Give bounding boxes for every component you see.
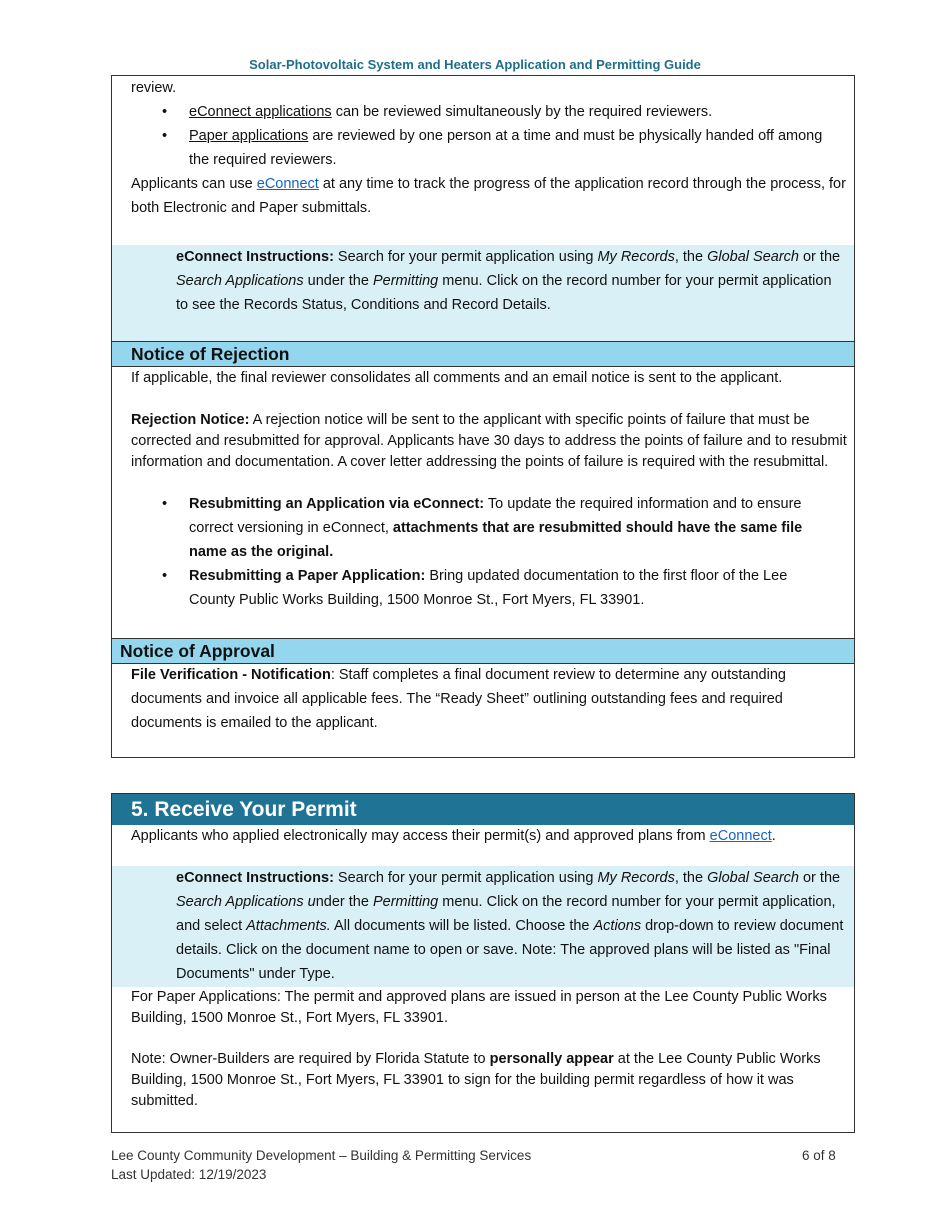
instructions-label: eConnect Instructions: [176, 249, 334, 265]
personally-appear-emphasis: personally appear [489, 1051, 614, 1067]
resubmit-econnect-label: Resubmitting an Application via eConnect: [189, 496, 485, 512]
owner-builder-note: Note: Owner-Builders are required by Florida Statute to personally appear at the Lee County Public Works Building, 1500 Monroe St., Fort Myers, FL 33901 to sign for the building permit regardless of how it was submitted. [131, 1051, 821, 1109]
rejection-notice-paragraph: Rejection Notice: A rejection notice will be sent to the applicant with specific points of failure that must be corrected and resubmitted for approval. Applicants have 30 days to address the points of failure and to resubmit information and documentation. A cover letter addressing the points of failure is required with the resubmittal. [131, 412, 847, 470]
econnect-instructions-text: eConnect Instructions: Search for your permit application using My Records, the Global Search or the Search Applications under the Permitting menu. Click on the record number for your permit application, and select Attachments. All documents will be listed. Choose the Actions drop-down to review document details. Click on the document name to open or save. Note: The approved plans will be listed as "Final Documents" under Type. [176, 870, 844, 982]
econnect-applications-term: eConnect applications [189, 104, 332, 120]
page-number: 6 of 8 [802, 1148, 836, 1163]
list-item: • Resubmitting a Paper Application: Bring updated documentation to the first floor of the Lee County Public Works Building, 1500 Monroe St., Fort Myers, FL 33901. [112, 564, 832, 612]
econnect-instructions-panel [112, 866, 854, 987]
bullet-icon: • [162, 496, 168, 512]
bullet-icon: • [162, 128, 168, 144]
resubmit-paper-label: Resubmitting a Paper Application: [189, 568, 426, 584]
econnect-instructions-text: eConnect Instructions: Search for your permit application using My Records, the Global Search or the Search Applications under the Permitting menu. Click on the record number for your permit application to see the Records Status, Conditions and Record Details. [176, 249, 841, 313]
list-item [112, 100, 832, 124]
document-header-title: Solar-Photovoltaic System and Heaters Application and Permitting Guide [249, 57, 701, 72]
bullet-text: can be reviewed simultaneously by the required reviewers. [331, 104, 713, 120]
review-lead-text: review. [131, 80, 177, 96]
footer-organization: Lee County Community Development – Building & Permitting Services [111, 1148, 532, 1163]
bullet-text: are reviewed by one person at a time and must be physically handed off among the required reviewers. [189, 128, 823, 168]
paper-applications-term: Paper applications [189, 128, 309, 144]
file-verification-paragraph: File Verification - Notification: Staff completes a final document review to determine any outstanding documents and invoice all applicable fees. The “Ready Sheet” outlining outstanding fees and required documents is emailed to the applicant. [131, 667, 786, 731]
rejection-intro-text: If applicable, the final reviewer consolidates all comments and an email notice is sent to the applicant. [131, 370, 783, 386]
bullet-icon: • [162, 104, 168, 120]
review-section-box [111, 75, 855, 758]
review-bullet-list [112, 100, 832, 172]
receive-permit-heading: 5. Receive Your Permit [112, 794, 854, 825]
econnect-instructions-panel [112, 245, 854, 341]
rejection-notice-label: Rejection Notice: [131, 412, 250, 428]
receive-intro-paragraph: Applicants who applied electronically may access their permit(s) and approved plans from eConnect. [131, 828, 776, 844]
footer-last-updated: Last Updated: 12/19/2023 [111, 1167, 267, 1182]
paper-applications-paragraph: For Paper Applications: The permit and approved plans are issued in person at the Lee County Public Works Building, 1500 Monroe St., Fort Myers, FL 33901. [131, 989, 827, 1026]
file-verification-label: File Verification - Notification [131, 667, 331, 683]
bullet-icon: • [162, 568, 168, 584]
list-item [112, 124, 832, 172]
resubmit-bullet-list [112, 492, 832, 612]
track-text: at any time to track the progress of the application record through the process, for both Electronic and Paper submittals. [131, 176, 846, 216]
track-text: Applicants can use [131, 176, 257, 192]
instructions-label: eConnect Instructions: [176, 870, 334, 886]
track-progress-paragraph [131, 172, 847, 220]
receive-permit-section-box [111, 793, 855, 1133]
notice-of-rejection-heading: Notice of Rejection [112, 341, 854, 367]
econnect-link[interactable]: eConnect [709, 828, 772, 844]
list-item: • Resubmitting an Application via eConnect: To update the required information and to ensure correct versioning in eConnect, attachments that are resubmitted should have the same file name as the original. [112, 492, 832, 564]
econnect-link[interactable]: eConnect [256, 176, 319, 192]
notice-of-approval-heading: Notice of Approval [112, 638, 854, 664]
